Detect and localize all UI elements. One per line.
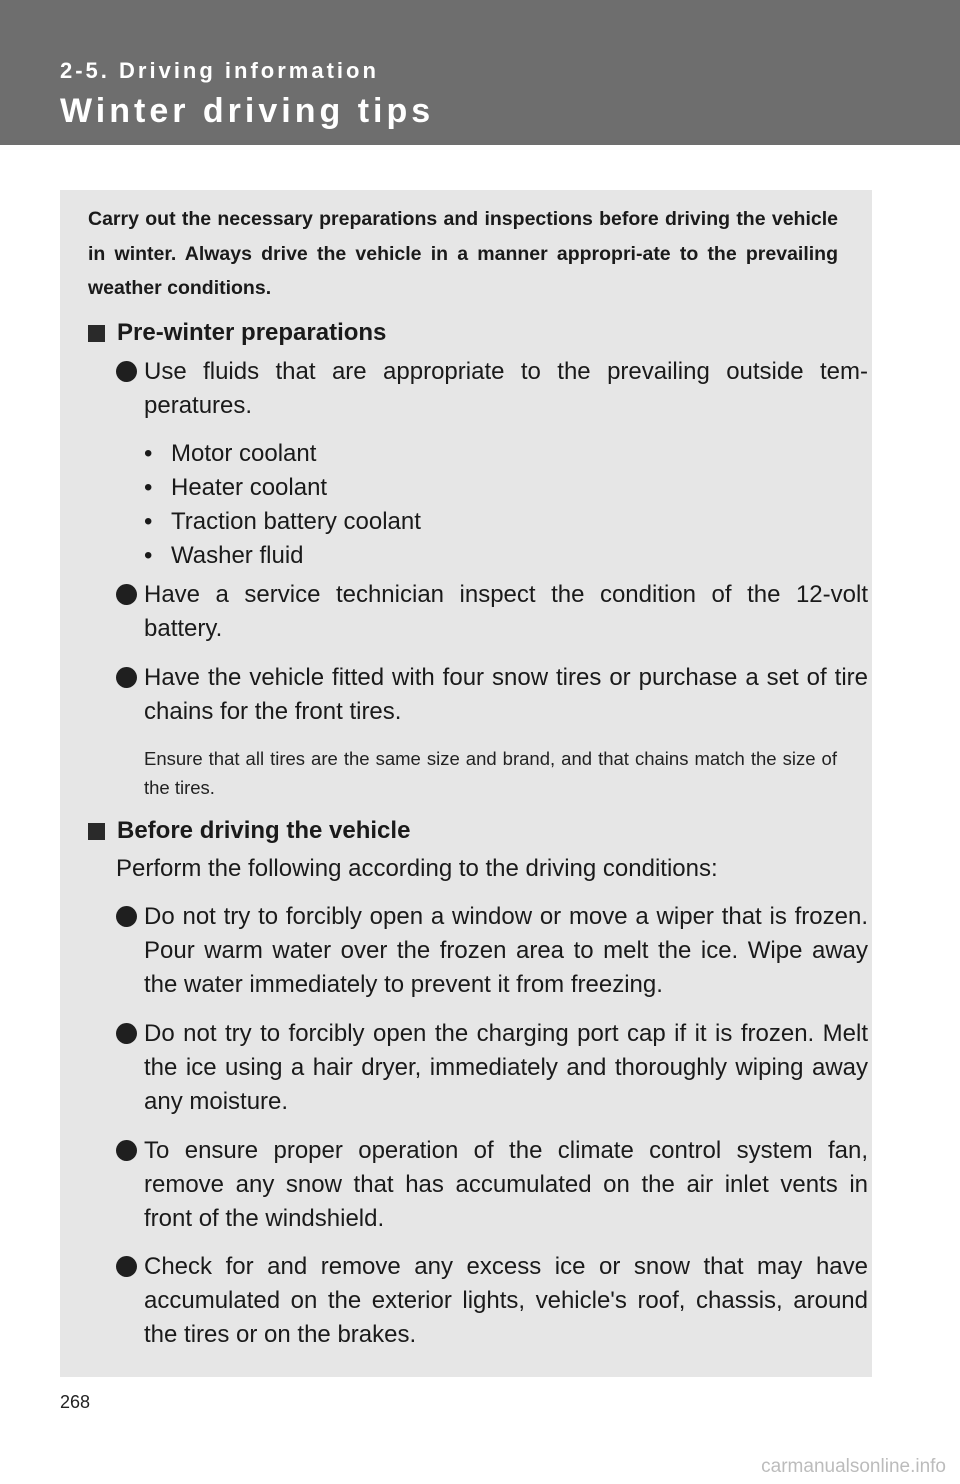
square-bullet-icon [88, 823, 105, 840]
page-title: Winter driving tips [60, 92, 435, 130]
tire-note: Ensure that all tires are the same size and brand, and that chains match the size of the tires. [144, 748, 837, 798]
list-item: Have the vehicle fitted with four snow tires or purchase a set of tire chains for the front tires. [116, 661, 868, 729]
round-bullet-icon [116, 1023, 137, 1044]
list-item: Use fluids that are appropriate to the prevailing outside tem-peratures. [116, 355, 868, 423]
round-bullet-icon [116, 667, 137, 688]
round-bullet-icon [116, 361, 137, 382]
list-item: Do not try to forcibly open the charging port cap if it is frozen. Melt the ice using a hair dryer, immediately and thoroughly wiping away any moisture. [116, 1017, 868, 1119]
round-bullet-icon [116, 1256, 137, 1277]
header-bar [0, 0, 960, 145]
list-item: Check for and remove any excess ice or snow that may have accumulated on the exterior lights, vehicle's roof, chassis, around the tires or on the brakes. [116, 1250, 868, 1352]
content-panel [60, 190, 872, 1377]
heading-before-driving [88, 814, 410, 848]
section-label: 2-5. Driving information [60, 58, 379, 83]
watermark: carmanualsonline.info [761, 1456, 946, 1477]
fluid-item: • Heater coolant [144, 474, 328, 501]
heading-pre-winter [88, 316, 386, 350]
list-item: Have a service technician inspect the condition of the 12-volt battery. [116, 578, 868, 646]
round-bullet-icon [116, 906, 137, 927]
fluid-item: • Washer fluid [144, 542, 304, 569]
round-bullet-icon [116, 584, 137, 605]
fluid-item: • Traction battery coolant [144, 508, 421, 535]
intro-paragraph: Carry out the necessary preparations and inspections before driving the vehicle in winter. Always drive the vehicle in a manner appropri-ate to the prevailing weather conditions. [88, 208, 838, 299]
page-number: 268 [60, 1392, 91, 1412]
list-item: Do not try to forcibly open a window or move a wiper that is frozen. Pour warm water over the frozen area to melt the ice. Wipe away the water immediately to prevent it from freezing. [116, 900, 868, 1002]
square-bullet-icon [88, 325, 105, 342]
heading-before-driving-text: Before driving the vehicle [117, 817, 411, 844]
fluid-item: • Motor coolant [144, 440, 317, 467]
lead-text: Perform the following according to the driving conditions: [116, 855, 718, 882]
list-item: To ensure proper operation of the climate control system fan, remove any snow that has accumulated on the air inlet vents in front of the windshield. [116, 1134, 868, 1236]
round-bullet-icon [116, 1140, 137, 1161]
heading-pre-winter-text: Pre-winter preparations [117, 319, 387, 346]
